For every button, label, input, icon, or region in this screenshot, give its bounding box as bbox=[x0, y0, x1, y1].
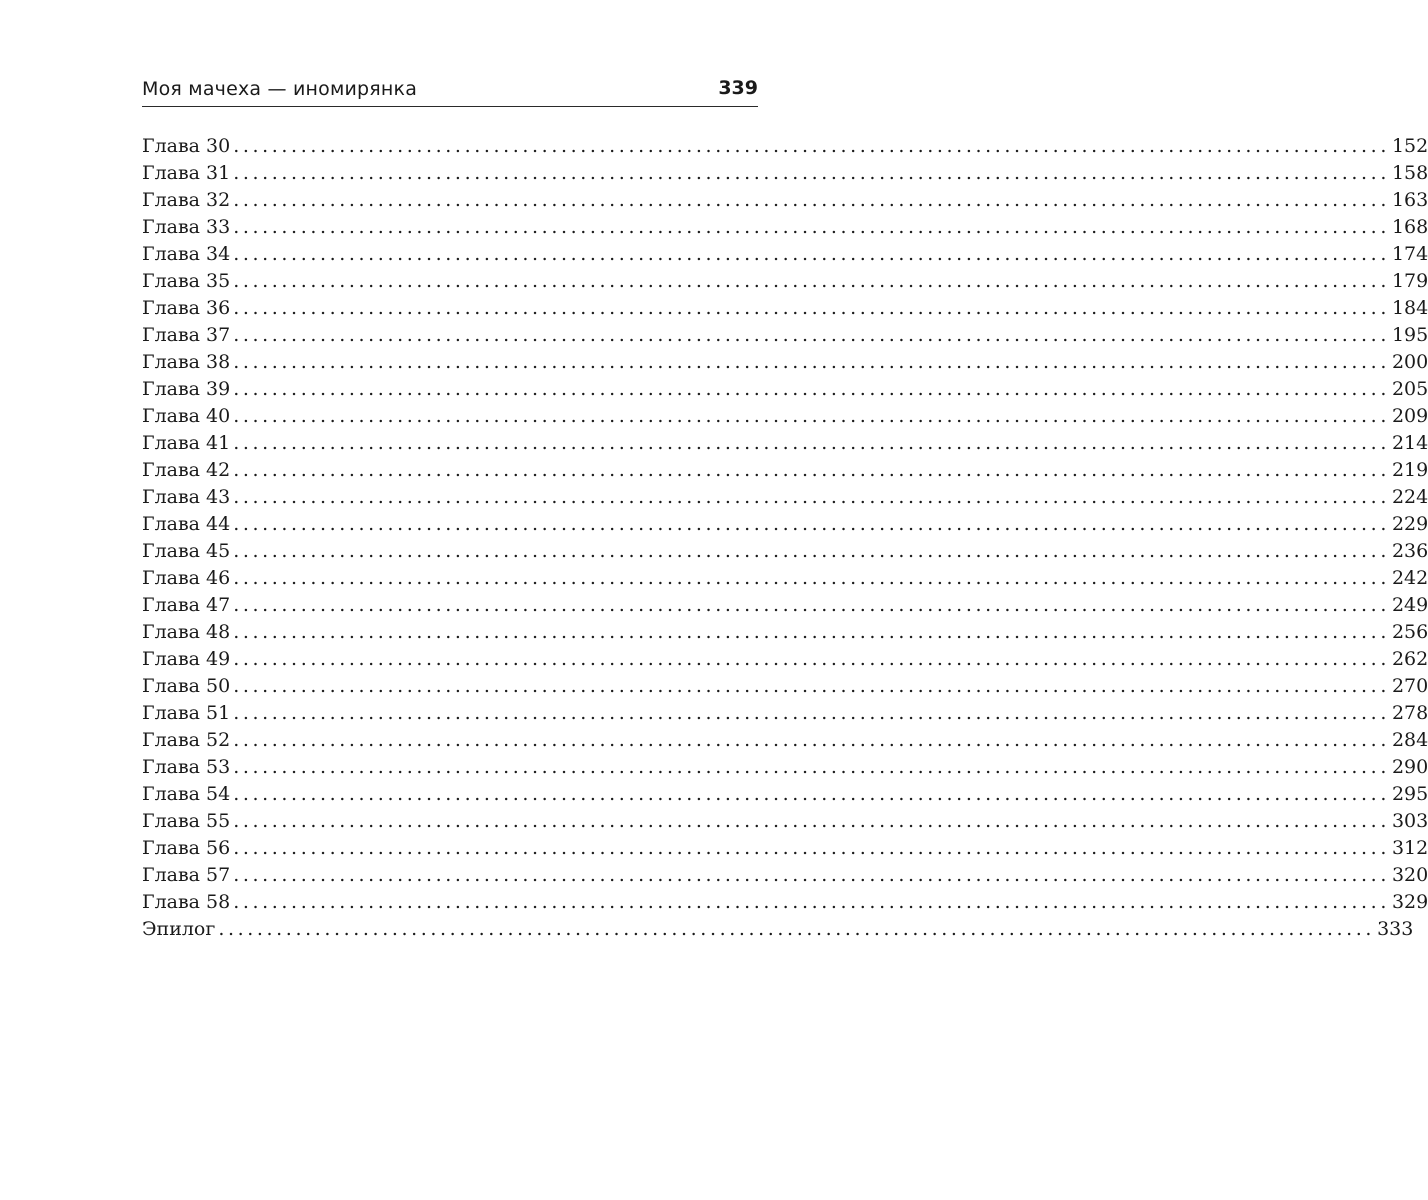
toc-entry[interactable] bbox=[142, 916, 1414, 943]
toc-entry-page: 163 bbox=[1391, 189, 1428, 211]
toc-entry[interactable] bbox=[142, 565, 1428, 592]
toc-entry-page: 168 bbox=[1391, 216, 1428, 238]
toc-dot-leader: ........................................................................................................................ bbox=[233, 189, 1390, 211]
toc-entry-label: Глава 35 bbox=[142, 270, 231, 292]
toc-entry[interactable] bbox=[142, 889, 1428, 916]
toc-dot-leader: ........................................................................................................................ bbox=[233, 324, 1390, 346]
toc-entry-page: 249 bbox=[1391, 594, 1428, 616]
toc-dot-leader: ........................................................................................................................ bbox=[233, 432, 1390, 454]
toc-entry-page: 333 bbox=[1377, 918, 1414, 940]
toc-entry-page: 303 bbox=[1391, 810, 1428, 832]
toc-entry[interactable] bbox=[142, 646, 1428, 673]
toc-dot-leader: ........................................................................................................................ bbox=[233, 351, 1390, 373]
toc-dot-leader: ........................................................................................................................ bbox=[233, 702, 1390, 724]
toc-entry[interactable] bbox=[142, 187, 1428, 214]
toc-dot-leader: ........................................................................................................................ bbox=[233, 864, 1390, 886]
toc-entry-label: Глава 36 bbox=[142, 297, 231, 319]
toc-entry-label: Глава 52 bbox=[142, 729, 231, 751]
toc-dot-leader: ........................................................................................................................ bbox=[233, 648, 1390, 670]
toc-entry-label: Глава 39 bbox=[142, 378, 231, 400]
toc-entry-label: Глава 43 bbox=[142, 486, 231, 508]
toc-dot-leader: ........................................................................................................................ bbox=[233, 675, 1390, 697]
toc-entry-page: 152 bbox=[1391, 135, 1428, 157]
toc-dot-leader: ........................................................................................................................ bbox=[233, 405, 1390, 427]
toc-entry-page: 236 bbox=[1391, 540, 1428, 562]
toc-entry-label: Глава 51 bbox=[142, 702, 231, 724]
toc-entry-page: 329 bbox=[1391, 891, 1428, 913]
toc-entry[interactable] bbox=[142, 403, 1428, 430]
toc-entry[interactable] bbox=[142, 592, 1428, 619]
toc-dot-leader: ........................................................................................................................ bbox=[233, 270, 1390, 292]
toc-entry-label: Глава 40 bbox=[142, 405, 231, 427]
toc-entry-label: Глава 44 bbox=[142, 513, 231, 535]
toc-entry[interactable] bbox=[142, 619, 1428, 646]
toc-entry-label: Глава 38 bbox=[142, 351, 231, 373]
page-number: 339 bbox=[718, 77, 758, 99]
toc-dot-leader: ........................................................................................................................ bbox=[233, 810, 1390, 832]
toc-dot-leader: ........................................................................................................................ bbox=[233, 621, 1390, 643]
toc-entry-page: 214 bbox=[1391, 432, 1428, 454]
toc-entry-page: 284 bbox=[1391, 729, 1428, 751]
toc-entry-page: 224 bbox=[1391, 486, 1428, 508]
toc-entry-page: 312 bbox=[1391, 837, 1428, 859]
toc-entry-page: 209 bbox=[1391, 405, 1428, 427]
toc-entry-page: 295 bbox=[1391, 783, 1428, 805]
toc-dot-leader: ........................................................................................................................ bbox=[233, 756, 1390, 778]
toc-entry[interactable] bbox=[142, 727, 1428, 754]
toc-entry[interactable] bbox=[142, 835, 1428, 862]
toc-entry[interactable] bbox=[142, 862, 1428, 889]
toc-entry[interactable] bbox=[142, 511, 1428, 538]
toc-dot-leader: ........................................................................................................................ bbox=[233, 297, 1390, 319]
toc-entry-page: 200 bbox=[1391, 351, 1428, 373]
toc-entry-label: Глава 55 bbox=[142, 810, 231, 832]
toc-dot-leader: ........................................................................................................................ bbox=[233, 378, 1390, 400]
toc-entry[interactable] bbox=[142, 457, 1428, 484]
toc-entry-page: 205 bbox=[1391, 378, 1428, 400]
toc-entry-page: 262 bbox=[1391, 648, 1428, 670]
toc-entry-page: 179 bbox=[1391, 270, 1428, 292]
toc-entry-label: Глава 37 bbox=[142, 324, 231, 346]
toc-dot-leader: ........................................................................................................................ bbox=[233, 567, 1390, 589]
toc-entry[interactable] bbox=[142, 781, 1428, 808]
toc-entry-label: Глава 54 bbox=[142, 783, 231, 805]
toc-entry[interactable] bbox=[142, 700, 1428, 727]
toc-entry[interactable] bbox=[142, 538, 1428, 565]
toc-entry-label: Глава 50 bbox=[142, 675, 231, 697]
toc-dot-leader: ........................................................................................................................ bbox=[233, 891, 1390, 913]
toc-dot-leader: ........................................................................................................................ bbox=[233, 540, 1390, 562]
toc-entry-label: Глава 57 bbox=[142, 864, 231, 886]
toc-entry-label: Глава 32 bbox=[142, 189, 231, 211]
toc-entry[interactable] bbox=[142, 430, 1428, 457]
toc-dot-leader: ........................................................................................................................ bbox=[233, 783, 1390, 805]
toc-entry[interactable] bbox=[142, 160, 1428, 187]
toc-entry-page: 320 bbox=[1391, 864, 1428, 886]
toc-entry-page: 158 bbox=[1391, 162, 1428, 184]
toc-entry[interactable] bbox=[142, 754, 1428, 781]
toc-entry-label: Эпилог bbox=[142, 918, 216, 940]
toc-entry-label: Глава 41 bbox=[142, 432, 231, 454]
toc-entry-page: 242 bbox=[1391, 567, 1428, 589]
toc-dot-leader: ........................................................................................................................ bbox=[233, 135, 1390, 157]
toc-entry-label: Глава 56 bbox=[142, 837, 231, 859]
toc-entry-label: Глава 49 bbox=[142, 648, 231, 670]
toc-dot-leader: ........................................................................................................................ bbox=[233, 459, 1390, 481]
toc-dot-leader: ........................................................................................................................ bbox=[218, 918, 1376, 940]
toc-entry[interactable] bbox=[142, 295, 1428, 322]
toc-entry[interactable] bbox=[142, 268, 1428, 295]
toc-dot-leader: ........................................................................................................................ bbox=[233, 243, 1390, 265]
table-of-contents bbox=[142, 133, 1428, 943]
toc-dot-leader: ........................................................................................................................ bbox=[233, 216, 1390, 238]
toc-entry[interactable] bbox=[142, 133, 1428, 160]
toc-entry-label: Глава 31 bbox=[142, 162, 231, 184]
toc-entry-label: Глава 58 bbox=[142, 891, 231, 913]
toc-entry-label: Глава 47 bbox=[142, 594, 231, 616]
toc-entry-page: 290 bbox=[1391, 756, 1428, 778]
toc-entry-label: Глава 46 bbox=[142, 567, 231, 589]
toc-entry-label: Глава 42 bbox=[142, 459, 231, 481]
toc-entry[interactable] bbox=[142, 808, 1428, 835]
running-header-title: Моя мачеха — иномирянка bbox=[142, 78, 418, 100]
running-header bbox=[142, 74, 758, 107]
toc-entry-label: Глава 48 bbox=[142, 621, 231, 643]
toc-dot-leader: ........................................................................................................................ bbox=[233, 486, 1390, 508]
toc-entry-page: 184 bbox=[1391, 297, 1428, 319]
toc-entry[interactable] bbox=[142, 322, 1428, 349]
toc-entry[interactable] bbox=[142, 241, 1428, 268]
toc-entry-page: 219 bbox=[1391, 459, 1428, 481]
toc-dot-leader: ........................................................................................................................ bbox=[233, 513, 1390, 535]
toc-entry-page: 256 bbox=[1391, 621, 1428, 643]
toc-entry-page: 278 bbox=[1391, 702, 1428, 724]
toc-entry[interactable] bbox=[142, 214, 1428, 241]
toc-dot-leader: ........................................................................................................................ bbox=[233, 162, 1390, 184]
toc-dot-leader: ........................................................................................................................ bbox=[233, 837, 1390, 859]
toc-entry[interactable] bbox=[142, 376, 1428, 403]
toc-entry[interactable] bbox=[142, 673, 1428, 700]
toc-entry-page: 174 bbox=[1391, 243, 1428, 265]
toc-entry-page: 195 bbox=[1391, 324, 1428, 346]
toc-entry-label: Глава 53 bbox=[142, 756, 231, 778]
toc-dot-leader: ........................................................................................................................ bbox=[233, 729, 1390, 751]
toc-entry-label: Глава 45 bbox=[142, 540, 231, 562]
toc-dot-leader: ........................................................................................................................ bbox=[233, 594, 1390, 616]
toc-entry[interactable] bbox=[142, 484, 1428, 511]
toc-entry[interactable] bbox=[142, 349, 1428, 376]
toc-entry-label: Глава 30 bbox=[142, 135, 231, 157]
toc-entry-label: Глава 34 bbox=[142, 243, 231, 265]
toc-entry-page: 229 bbox=[1391, 513, 1428, 535]
toc-entry-page: 270 bbox=[1391, 675, 1428, 697]
toc-entry-label: Глава 33 bbox=[142, 216, 231, 238]
